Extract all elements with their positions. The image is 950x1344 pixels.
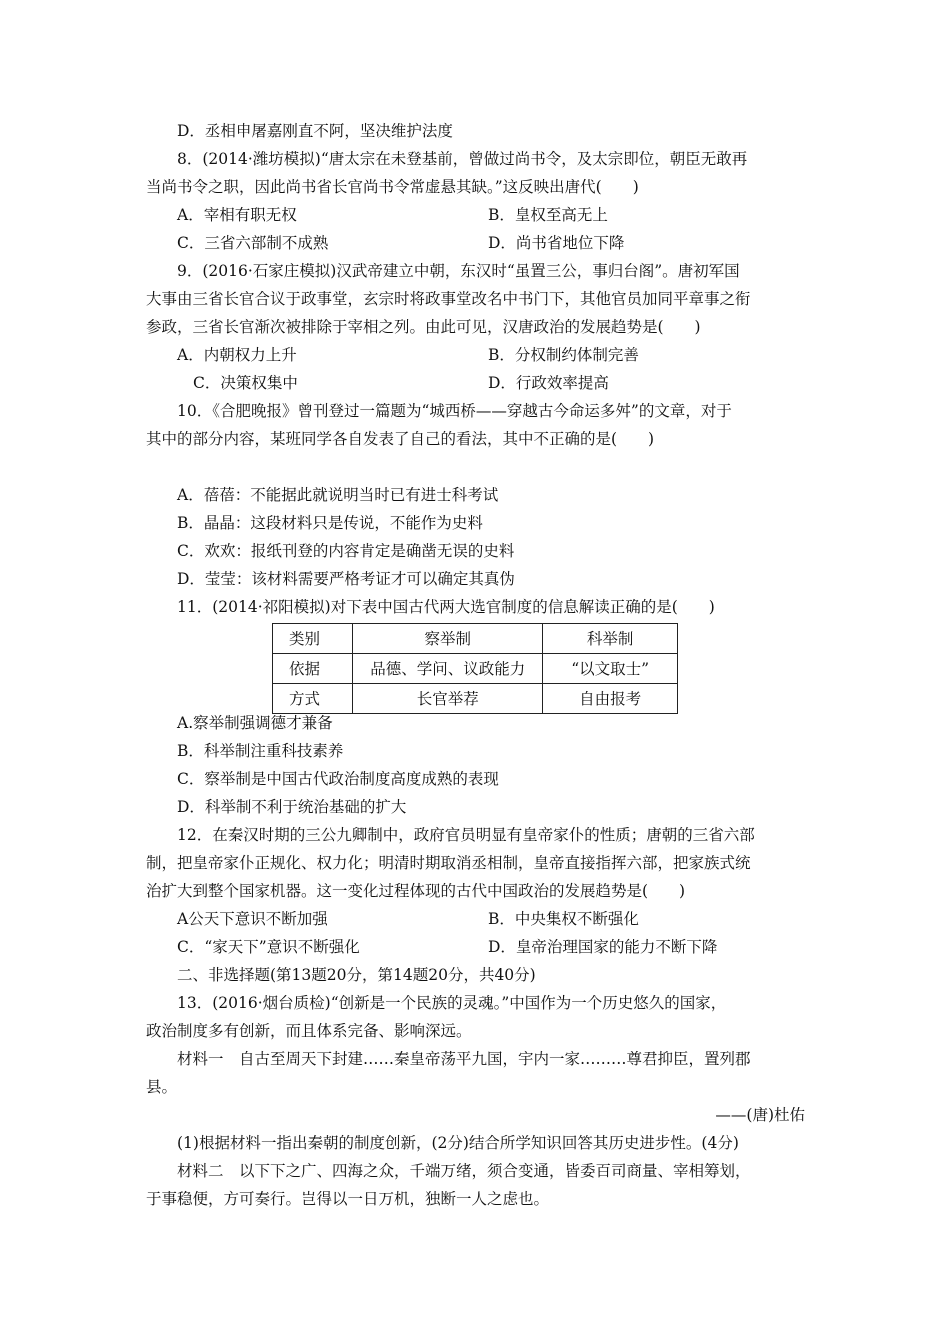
table-cell: 依据 (273, 654, 353, 684)
q12-stem-line2: 制，把皇帝家仆正规化、权力化；明清时期取消丞相制，皇帝直接指挥六部，把家族式统 (146, 854, 751, 872)
q13-question1: (1)根据材料一指出秦朝的制度创新，(2分)结合所学知识回答其历史进步性。(4分) (177, 1134, 739, 1152)
table-row (273, 654, 678, 684)
q10-stem-line2: 其中的部分内容，某班同学各自发表了自己的看法，其中不正确的是( ) (146, 430, 655, 448)
table-header-cell: 察举制 (353, 624, 543, 654)
q11-option-a: A.察举制强调德才兼备 (177, 714, 333, 732)
table-cell: 自由报考 (543, 684, 678, 714)
q9-option-b: B．分权制约体制完善 (488, 346, 639, 364)
q8-option-a: A．宰相有职无权 (177, 206, 297, 224)
q10-option-d: D．莹莹：该材料需要严格考证才可以确定其真伪 (177, 570, 515, 588)
q11-option-c: C．察举制是中国古代政治制度高度成熟的表现 (177, 770, 499, 788)
q9-option-a: A．内朝权力上升 (177, 346, 297, 364)
q13-material1-line2: 县。 (146, 1078, 178, 1096)
section-heading: 二、非选择题(第13题20分，第14题20分，共40分) (177, 966, 536, 984)
q13-stem-line1: 13．(2016·烟台质检)“创新是一个民族的灵魂。”中国作为一个历史悠久的国家， (177, 994, 727, 1012)
q13-material1-source: ——(唐)杜佑 (715, 1106, 805, 1124)
q10-stem-line1: 10．《合肥晚报》曾刊登过一篇题为“城西桥——穿越古今命运多舛”的文章，对于 (177, 402, 732, 420)
q12-option-d: D．皇帝治理国家的能力不断下降 (488, 938, 718, 956)
q8-option-d: D．尚书省地位下降 (488, 234, 625, 252)
table-row (273, 684, 678, 714)
q9-option-d: D．行政效率提高 (488, 374, 609, 392)
q11-stem: 11．(2014·祁阳模拟)对下表中国古代两大选官制度的信息解读正确的是( ) (177, 598, 715, 616)
table-cell: 长官举荐 (353, 684, 543, 714)
q8-option-c: C．三省六部制不成熟 (177, 234, 329, 252)
q9-option-c: C．决策权集中 (193, 374, 298, 392)
q9-stem-line3: 参政，三省长官渐次被排除于宰相之列。由此可见，汉唐政治的发展趋势是( ) (146, 318, 701, 336)
q13-material2-line1: 材料二 以下下之广、四海之众，千端万绪，须合变通，皆委百司商量、宰相筹划， (177, 1162, 751, 1180)
q12-option-b: B．中央集权不断强化 (488, 910, 639, 928)
q13-stem-line2: 政治制度多有创新，而且体系完备、影响深远。 (146, 1022, 472, 1040)
q12-stem-line1: 12．在秦汉时期的三公九卿制中，政府官员明显有皇帝家仆的性质；唐朝的三省六部 (177, 826, 755, 844)
selection-system-table (272, 623, 678, 714)
q8-stem-line1: 8．(2014·潍坊模拟)“唐太宗在未登基前，曾做过尚书令，及太宗即位，朝臣无敢再 (177, 150, 748, 168)
q10-option-c: C．欢欢：报纸刊登的内容肯定是确凿无误的史料 (177, 542, 515, 560)
q8-option-b: B．皇权至高无上 (488, 206, 608, 224)
table-header-cell: 科举制 (543, 624, 678, 654)
q12-stem-line3: 治扩大到整个国家机器。这一变化过程体现的古代中国政治的发展趋势是( ) (146, 882, 686, 900)
q12-option-a: A公天下意识不断加强 (177, 910, 328, 928)
q13-material1-line1: 材料一 自古至周天下封建……秦皇帝荡平九国，宇内一家………尊君抑臣，置列郡 (177, 1050, 751, 1068)
q11-option-b: B．科举制注重科技素养 (177, 742, 344, 760)
q8-stem-line2: 当尚书令之职，因此尚书省长官尚书令常虚悬其缺。”这反映出唐代( ) (146, 178, 639, 196)
q7-option-d: D．丞相申屠嘉刚直不阿，坚决维护法度 (177, 122, 453, 140)
table-cell: 品德、学问、议政能力 (353, 654, 543, 684)
table-cell: 方式 (273, 684, 353, 714)
q10-option-b: B．晶晶：这段材料只是传说，不能作为史料 (177, 514, 483, 532)
table-header-cell: 类别 (273, 624, 353, 654)
table-cell: “以文取士” (543, 654, 678, 684)
q13-material2-line2: 于事稳便，方可奏行。岂得以一日万机，独断一人之虑也。 (146, 1190, 550, 1208)
q10-option-a: A．蓓蓓：不能据此就说明当时已有进士科考试 (177, 486, 499, 504)
q12-option-c: C．“家天下”意识不断强化 (177, 938, 360, 956)
table-header-row (273, 624, 678, 654)
q9-stem-line1: 9．(2016·石家庄模拟)汉武帝建立中朝，东汉时“虽置三公，事归台阁”。唐初军国 (177, 262, 740, 280)
q9-stem-line2: 大事由三省长官合议于政事堂，玄宗时将政事堂改名中书门下，其他官员加同平章事之衔 (146, 290, 751, 308)
q11-option-d: D．科举制不利于统治基础的扩大 (177, 798, 407, 816)
